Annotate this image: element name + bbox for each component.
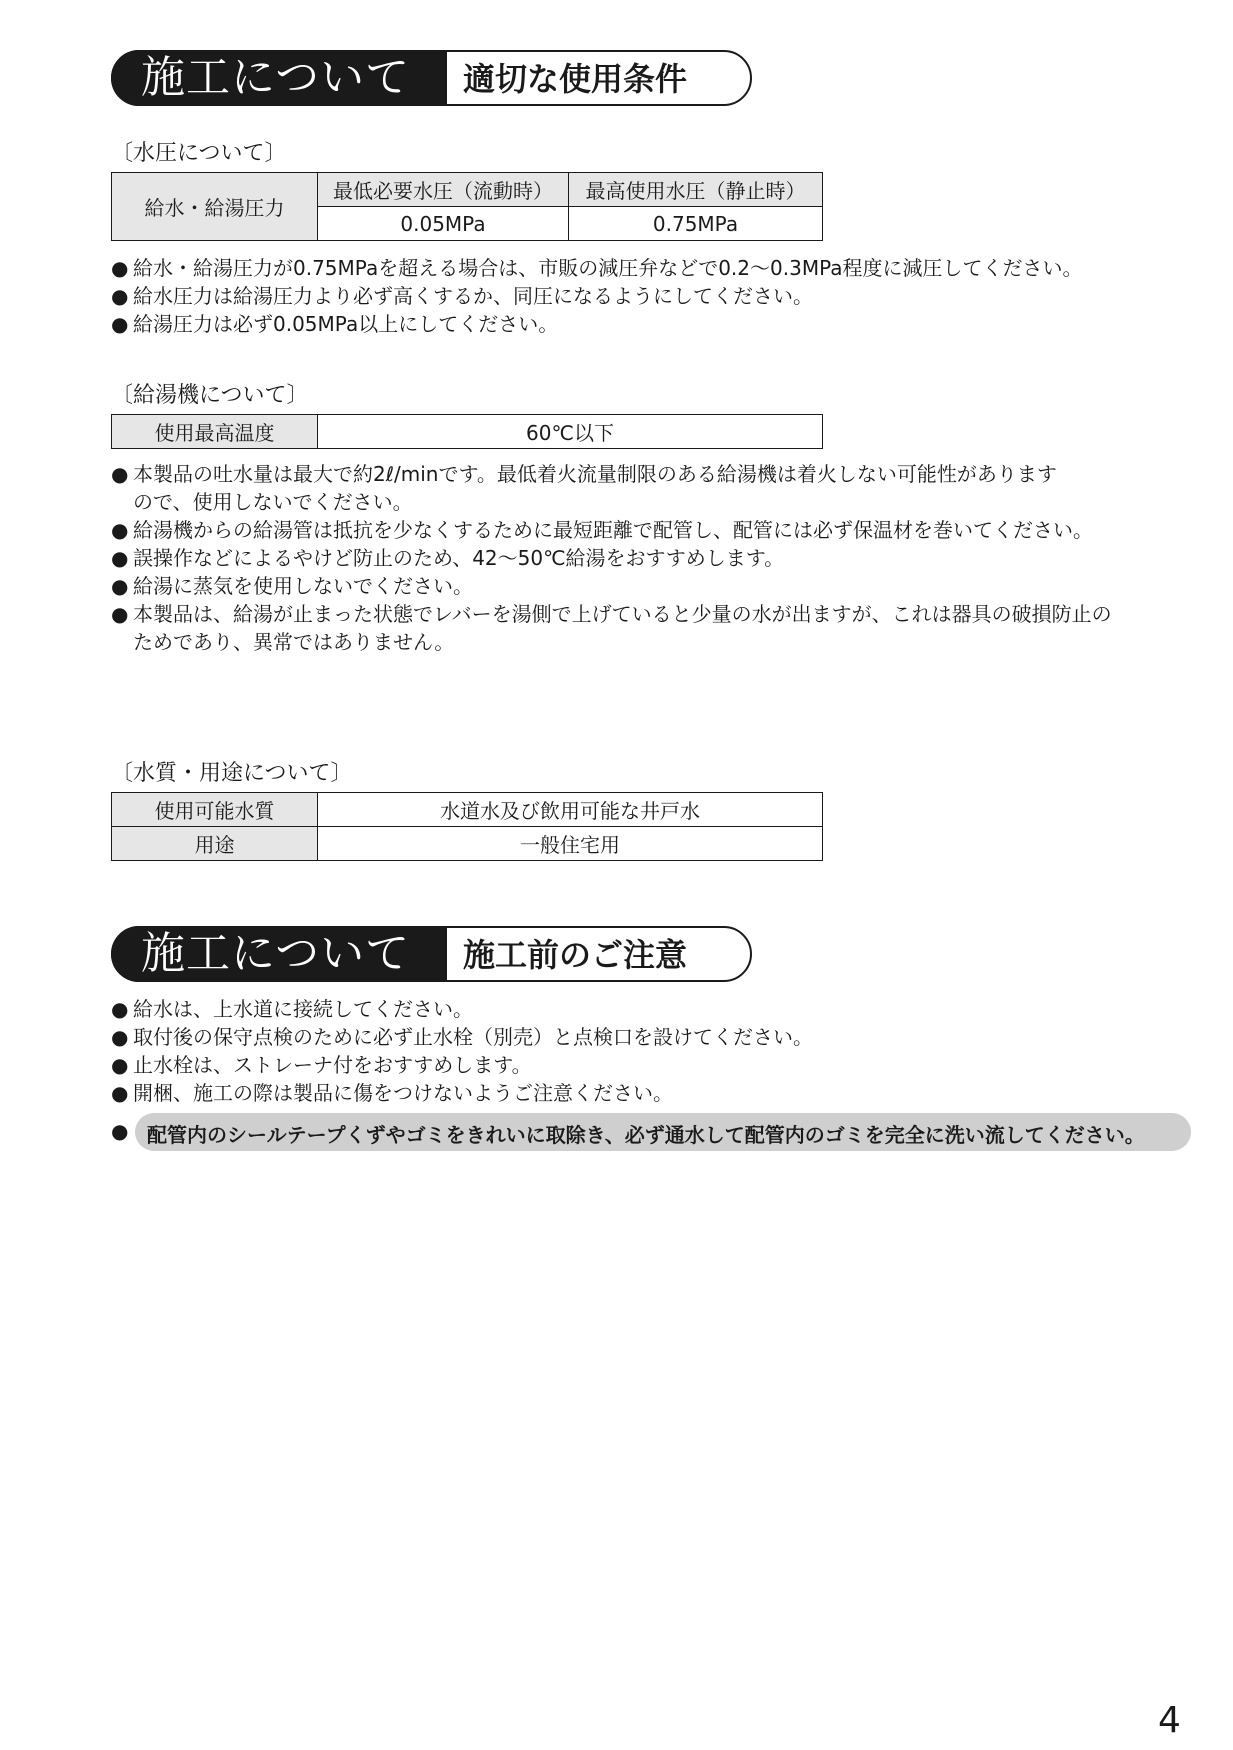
section-title-sub: 適切な使用条件 xyxy=(463,60,688,98)
bullet-icon: ● xyxy=(111,462,129,486)
note-item: ● 止水栓は、ストレーナ付をおすすめします。 xyxy=(111,1053,532,1077)
usable-water-header: 使用可能水質 xyxy=(112,793,318,827)
min-pressure-header: 最低必要水圧（流動時） xyxy=(318,173,569,207)
section-header-usage-conditions xyxy=(111,50,751,106)
max-pressure-header: 最高使用水圧（静止時） xyxy=(569,173,823,207)
note-item: ● 取付後の保守点検のために必ず止水栓（別売）と点検口を設けてください。 xyxy=(111,1025,813,1049)
highlight-note-text: 配管内のシールテープくずやゴミをきれいに取除き、必ず通水して配管内のゴミを完全に洗い流してください。 xyxy=(147,1123,1145,1147)
section-title-sub: 施工前のご注意 xyxy=(463,936,688,974)
bullet-icon: ● xyxy=(111,1119,129,1143)
bullet-icon: ● xyxy=(111,312,129,336)
bullet-icon: ● xyxy=(111,518,129,542)
section-title-main: 施工について xyxy=(141,52,411,103)
section-header-pre-install xyxy=(111,926,751,982)
bullet-icon: ● xyxy=(111,574,129,598)
water-heater-notes xyxy=(111,460,1112,656)
note-item: ● 給水は、上水道に接続してください。 xyxy=(111,997,473,1021)
bullet-icon: ● xyxy=(111,256,129,280)
max-pressure-value: 0.75MPa xyxy=(569,207,823,241)
water-heater-table xyxy=(111,414,823,449)
page-number: 4 xyxy=(1158,1700,1181,1741)
usable-water-value: 水道水及び飲用可能な井戸水 xyxy=(318,793,823,827)
min-pressure-value: 0.05MPa xyxy=(318,207,569,241)
water-pressure-label: 〔水圧について〕 xyxy=(111,141,287,166)
bullet-icon: ● xyxy=(111,1081,129,1105)
bullet-icon: ● xyxy=(111,1025,129,1049)
water-heater-label: 〔給湯機について〕 xyxy=(111,383,309,408)
pre-install-notes xyxy=(111,995,813,1107)
water-quality-table xyxy=(111,792,823,861)
bullet-icon: ● xyxy=(111,997,129,1021)
pressure-row-header: 給水・給湯圧力 xyxy=(112,173,318,241)
note-item: ● 給湯に蒸気を使用しないでください。 xyxy=(111,574,473,598)
usage-value: 一般住宅用 xyxy=(318,827,823,861)
note-item: ● 開梱、施工の際は製品に傷をつけないようご注意ください。 xyxy=(111,1081,673,1105)
note-item: ● 本製品は、給湯が止まった状態でレバーを湯側で上げていると少量の水が出ますが、これは器具の破損防止の ためであり、異常ではありません。 xyxy=(111,602,1112,654)
note-item: ● 誤操作などによるやけど防止のため、42〜50℃給湯をおすすめします。 xyxy=(111,546,785,570)
section-title-main: 施工について xyxy=(141,928,411,979)
water-quality-label: 〔水質・用途について〕 xyxy=(111,761,353,786)
water-pressure-table xyxy=(111,172,823,241)
note-item: ● 給湯機からの給湯管は抵抗を少なくするために最短距離で配管し、配管には必ず保温材を巻いてください。 xyxy=(111,518,1093,542)
usage-header: 用途 xyxy=(112,827,318,861)
bullet-icon: ● xyxy=(111,284,129,308)
note-item: ● 給水・給湯圧力が0.75MPaを超える場合は、市販の減圧弁などで0.2〜0.3MPa程度に減圧してください。 xyxy=(111,256,1083,280)
bullet-icon: ● xyxy=(111,1053,129,1077)
note-item: ● 給湯圧力は必ず0.05MPa以上にしてください。 xyxy=(111,312,559,336)
highlight-note xyxy=(111,1113,1191,1153)
max-temp-header: 使用最高温度 xyxy=(112,415,318,449)
max-temp-value: 60℃以下 xyxy=(318,415,823,449)
note-item: ● 給水圧力は給湯圧力より必ず高くするか、同圧になるようにしてください。 xyxy=(111,284,813,308)
water-pressure-notes xyxy=(111,254,1083,338)
bullet-icon: ● xyxy=(111,602,129,626)
note-item: ● 本製品の吐水量は最大で約2ℓ/minです。最低着火流量制限のある給湯機は着火しない可能性があります ので、使用しないでください。 xyxy=(111,462,1057,514)
bullet-icon: ● xyxy=(111,546,129,570)
